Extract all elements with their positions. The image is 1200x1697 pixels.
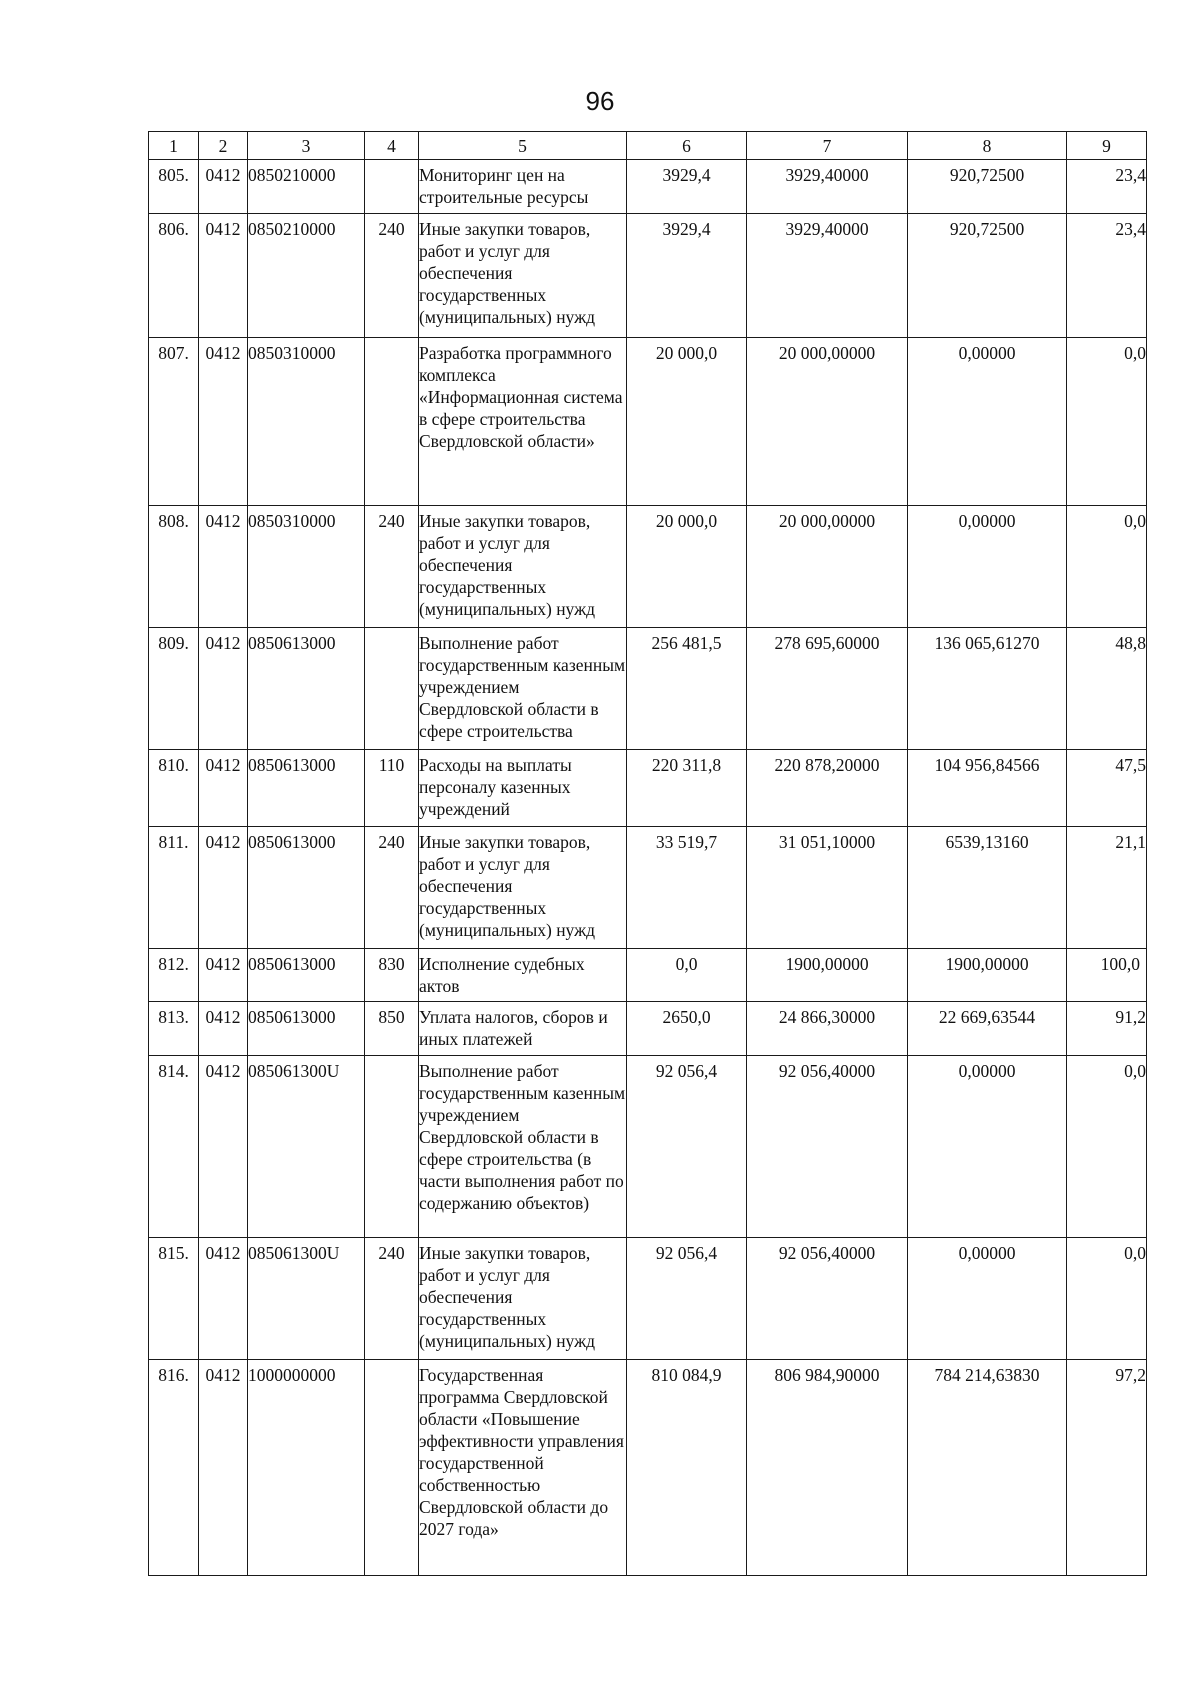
approved-amount: 3929,40000 [747, 160, 908, 214]
planned-amount: 220 311,8 [627, 750, 747, 827]
target-article-code: 1000000000 [248, 1360, 365, 1576]
expense-type-code: 240 [365, 506, 419, 628]
target-article-code: 0850210000 [248, 214, 365, 338]
target-article-code: 0850613000 [248, 827, 365, 949]
approved-amount: 1900,00000 [747, 949, 908, 1002]
planned-amount: 33 519,7 [627, 827, 747, 949]
approved-amount: 24 866,30000 [747, 1002, 908, 1056]
planned-amount: 20 000,0 [627, 338, 747, 506]
table-row [149, 1002, 1147, 1056]
item-name: Иные закупки товаров, работ и услуг для обеспечения государственных (муниципальных) нужд [419, 214, 627, 338]
section-code: 0412 [199, 160, 248, 214]
row-number: 805. [149, 160, 199, 214]
approved-amount: 3929,40000 [747, 214, 908, 338]
planned-amount: 92 056,4 [627, 1056, 747, 1238]
column-header: 1 [149, 132, 199, 160]
approved-amount: 806 984,90000 [747, 1360, 908, 1576]
section-code: 0412 [199, 1238, 248, 1360]
planned-amount: 3929,4 [627, 160, 747, 214]
executed-amount: 920,72500 [908, 160, 1067, 214]
section-code: 0412 [199, 949, 248, 1002]
expense-type-code [365, 1056, 419, 1238]
executed-amount: 22 669,63544 [908, 1002, 1067, 1056]
row-number: 811. [149, 827, 199, 949]
item-name: Уплата налогов, сборов и иных платежей [419, 1002, 627, 1056]
executed-amount: 136 065,61270 [908, 628, 1067, 750]
column-header: 6 [627, 132, 747, 160]
item-name: Исполнение судебных актов [419, 949, 627, 1002]
item-name: Иные закупки товаров, работ и услуг для обеспечения государственных (муниципальных) нужд [419, 506, 627, 628]
item-name: Иные закупки товаров, работ и услуг для обеспечения государственных (муниципальных) нужд [419, 827, 627, 949]
section-code: 0412 [199, 1002, 248, 1056]
expense-type-code: 830 [365, 949, 419, 1002]
table-header [149, 132, 1147, 160]
item-name: Расходы на выплаты персоналу казенных учреждений [419, 750, 627, 827]
row-number: 810. [149, 750, 199, 827]
planned-amount: 256 481,5 [627, 628, 747, 750]
target-article-code: 0850310000 [248, 506, 365, 628]
planned-amount: 0,0 [627, 949, 747, 1002]
approved-amount: 92 056,40000 [747, 1056, 908, 1238]
expense-type-code: 110 [365, 750, 419, 827]
executed-amount: 0,00000 [908, 1056, 1067, 1238]
approved-amount: 31 051,10000 [747, 827, 908, 949]
table-row [149, 628, 1147, 750]
section-code: 0412 [199, 750, 248, 827]
expense-type-code: 240 [365, 214, 419, 338]
section-code: 0412 [199, 827, 248, 949]
approved-amount: 92 056,40000 [747, 1238, 908, 1360]
row-number: 814. [149, 1056, 199, 1238]
target-article-code: 0850613000 [248, 1002, 365, 1056]
executed-amount: 784 214,63830 [908, 1360, 1067, 1576]
executed-amount: 0,00000 [908, 1238, 1067, 1360]
table-row [149, 1056, 1147, 1238]
execution-percent: 0,0 [1067, 338, 1147, 506]
approved-amount: 20 000,00000 [747, 338, 908, 506]
table-row [149, 1238, 1147, 1360]
execution-percent: 0,0 [1067, 1056, 1147, 1238]
row-number: 815. [149, 1238, 199, 1360]
execution-percent: 48,8 [1067, 628, 1147, 750]
row-number: 806. [149, 214, 199, 338]
planned-amount: 2650,0 [627, 1002, 747, 1056]
expense-type-code: 240 [365, 1238, 419, 1360]
item-name: Разработка программного комплекса «Информационная система в сфере строительства Свердловской области» [419, 338, 627, 506]
executed-amount: 1900,00000 [908, 949, 1067, 1002]
execution-percent: 100,0 [1067, 949, 1147, 1002]
planned-amount: 3929,4 [627, 214, 747, 338]
header-row [149, 132, 1147, 160]
executed-amount: 0,00000 [908, 338, 1067, 506]
expense-type-code [365, 160, 419, 214]
table-row [149, 214, 1147, 338]
expense-type-code: 240 [365, 827, 419, 949]
planned-amount: 92 056,4 [627, 1238, 747, 1360]
item-name: Мониторинг цен на строительные ресурсы [419, 160, 627, 214]
table-body [149, 160, 1147, 1576]
planned-amount: 20 000,0 [627, 506, 747, 628]
table-row [149, 827, 1147, 949]
section-code: 0412 [199, 506, 248, 628]
execution-percent: 0,0 [1067, 506, 1147, 628]
item-name: Иные закупки товаров, работ и услуг для обеспечения государственных (муниципальных) нужд [419, 1238, 627, 1360]
section-code: 0412 [199, 1056, 248, 1238]
target-article-code: 085061300U [248, 1238, 365, 1360]
expense-type-code [365, 628, 419, 750]
row-number: 808. [149, 506, 199, 628]
execution-percent: 21,1 [1067, 827, 1147, 949]
approved-amount: 278 695,60000 [747, 628, 908, 750]
executed-amount: 0,00000 [908, 506, 1067, 628]
table-row [149, 949, 1147, 1002]
column-header: 2 [199, 132, 248, 160]
section-code: 0412 [199, 214, 248, 338]
approved-amount: 220 878,20000 [747, 750, 908, 827]
section-code: 0412 [199, 1360, 248, 1576]
column-header: 4 [365, 132, 419, 160]
column-header: 9 [1067, 132, 1147, 160]
budget-table [148, 131, 1147, 1576]
approved-amount: 20 000,00000 [747, 506, 908, 628]
executed-amount: 920,72500 [908, 214, 1067, 338]
row-number: 809. [149, 628, 199, 750]
execution-percent: 0,0 [1067, 1238, 1147, 1360]
expense-type-code [365, 1360, 419, 1576]
expense-type-code [365, 338, 419, 506]
execution-percent: 47,5 [1067, 750, 1147, 827]
table-row [149, 338, 1147, 506]
section-code: 0412 [199, 338, 248, 506]
column-header: 8 [908, 132, 1067, 160]
execution-percent: 23,4 [1067, 160, 1147, 214]
table-row [149, 160, 1147, 214]
row-number: 816. [149, 1360, 199, 1576]
column-header: 7 [747, 132, 908, 160]
executed-amount: 104 956,84566 [908, 750, 1067, 827]
planned-amount: 810 084,9 [627, 1360, 747, 1576]
target-article-code: 085061300U [248, 1056, 365, 1238]
execution-percent: 97,2 [1067, 1360, 1147, 1576]
item-name: Выполнение работ государственным казенным учреждением Свердловской области в сфере строительства (в части выполнения работ по содержанию объектов) [419, 1056, 627, 1238]
section-code: 0412 [199, 628, 248, 750]
execution-percent: 91,2 [1067, 1002, 1147, 1056]
target-article-code: 0850210000 [248, 160, 365, 214]
target-article-code: 0850310000 [248, 338, 365, 506]
expense-type-code: 850 [365, 1002, 419, 1056]
table-row [149, 750, 1147, 827]
target-article-code: 0850613000 [248, 949, 365, 1002]
row-number: 812. [149, 949, 199, 1002]
target-article-code: 0850613000 [248, 750, 365, 827]
row-number: 813. [149, 1002, 199, 1056]
page-number: 96 [585, 86, 615, 116]
column-header: 3 [248, 132, 365, 160]
executed-amount: 6539,13160 [908, 827, 1067, 949]
column-header: 5 [419, 132, 627, 160]
execution-percent: 23,4 [1067, 214, 1147, 338]
row-number: 807. [149, 338, 199, 506]
table-row [149, 506, 1147, 628]
item-name: Выполнение работ государственным казенным учреждением Свердловской области в сфере строительства [419, 628, 627, 750]
table-row [149, 1360, 1147, 1576]
item-name: Государственная программа Свердловской области «Повышение эффективности управления государственной собственностью Свердловской области до 2027 года» [419, 1360, 627, 1576]
target-article-code: 0850613000 [248, 628, 365, 750]
